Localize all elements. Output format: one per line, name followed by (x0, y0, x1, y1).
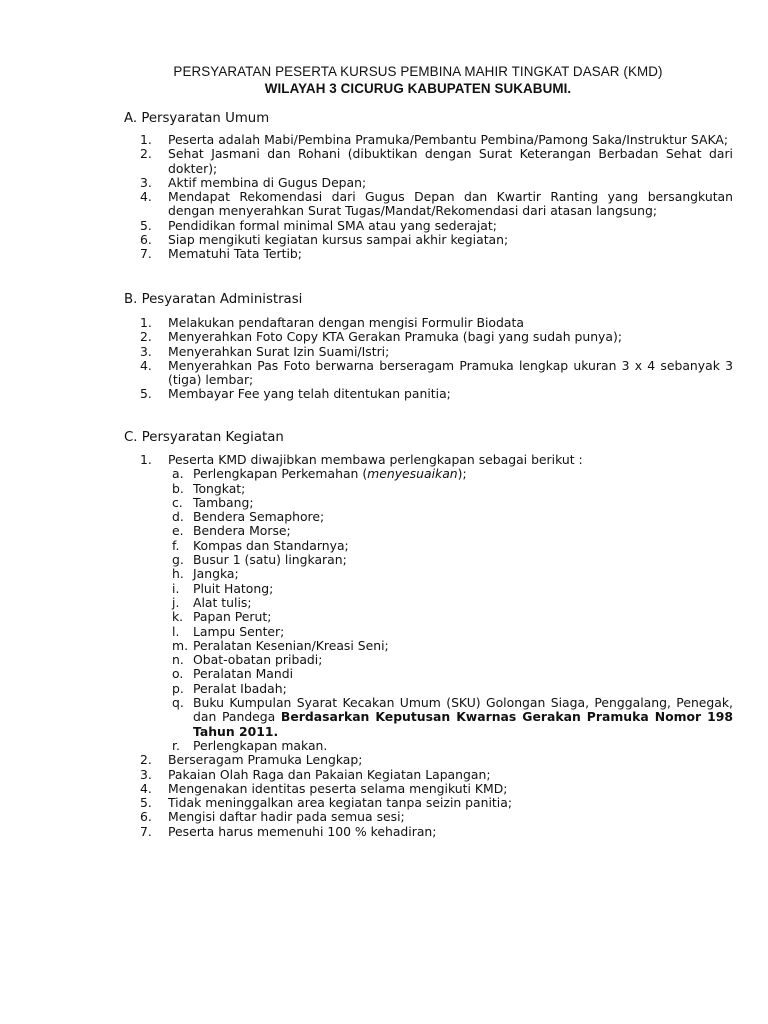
sublist-text: Peralatan Kesenian/Kreasi Seni; (193, 637, 389, 653)
list-item (140, 768, 733, 782)
list-number: 1. (140, 132, 152, 147)
sublist-item (168, 482, 733, 496)
section-b-heading: B. Pesyaratan Administrasi (124, 292, 303, 307)
sublist-text: Alat tulis; (193, 594, 252, 610)
list-text: Menyerahkan Surat Izin Suami/Istri; (168, 343, 390, 359)
sublist-item (168, 539, 733, 553)
sublist-text: Peralat Ibadah; (193, 680, 287, 696)
list-number: 5. (140, 217, 152, 233)
list-text: Siap mengikuti kegiatan kursus sampai akhir kegiatan; (168, 232, 509, 248)
sublist-text: Tongkat; (193, 480, 246, 496)
list-item (140, 316, 733, 330)
sublist-letter: a. (172, 466, 184, 482)
section-b-list (140, 316, 733, 402)
list-number: 3. (140, 343, 152, 359)
sublist-item (168, 553, 733, 567)
section-c-heading: C. Persyaratan Kegiatan (124, 430, 284, 445)
list-text: Melakukan pendaftaran dengan mengisi Formulir Biodata (168, 315, 524, 330)
list-item (140, 247, 733, 261)
list-text: Pendidikan formal minimal SMA atau yang sederajat; (168, 217, 497, 233)
sublist-letter: b. (172, 480, 184, 496)
list-number: 6. (140, 232, 152, 248)
sublist-text: Busur 1 (satu) lingkaran; (193, 552, 347, 568)
sublist-letter: l. (172, 623, 180, 639)
list-number: 4. (140, 780, 152, 796)
list-number: 1. (140, 315, 152, 330)
sublist-text: Obat-obatan pribadi; (193, 652, 323, 668)
sublist-letter: d. (172, 509, 184, 525)
sublist-text: Papan Perut; (193, 609, 272, 625)
list-item (140, 233, 733, 247)
sublist-letter: c. (172, 494, 183, 510)
list-number: 5. (140, 386, 152, 402)
sublist-text: Jangka; (193, 566, 239, 582)
sublist-letter: h. (172, 566, 184, 582)
list-text: Tidak meninggalkan area kegiatan tanpa seizin panitia; (168, 795, 513, 811)
sublist-item (168, 610, 733, 624)
list-item (140, 176, 733, 190)
sublist-item (168, 596, 733, 610)
list-number: 2. (140, 752, 152, 768)
list-number: 3. (140, 174, 152, 190)
sublist-text: Lampu Senter; (193, 623, 285, 639)
list-text: Mendapat Rekomendasi dari Gugus Depan dan Kwartir Ranting yang bersangkutan dengan menyerahkan Surat Tugas/Mandat/Rekomendasi dari atasan langsung; (168, 189, 733, 219)
sublist-item (168, 496, 733, 510)
sublist-letter: e. (172, 523, 184, 539)
list-text: Menyerahkan Pas Foto berwarna berseragam Pramuka lengkap ukuran 3 x 4 sebanyak 3 (tiga) lembar; (168, 357, 733, 388)
list-item (140, 387, 733, 401)
list-item (140, 359, 733, 388)
sublist-item (168, 467, 733, 481)
title-line-1: PERSYARATAN PESERTA KURSUS PEMBINA MAHIR TINGKAT DASAR (KMD) (173, 64, 663, 79)
sublist-text: Tambang; (193, 494, 254, 510)
list-number: 6. (140, 809, 152, 825)
sublist-letter: q. (172, 695, 184, 711)
list-text: Menyerahkan Foto Copy KTA Gerakan Pramuka (bagi yang sudah punya); (168, 329, 622, 345)
sublist-item (168, 667, 733, 681)
list-number: 7. (140, 246, 152, 262)
list-number: 5. (140, 795, 152, 811)
sublist-text: Pluit Hatong; (193, 580, 274, 596)
equipment-sublist (168, 467, 733, 753)
sublist-item (168, 739, 733, 753)
sublist-letter: i. (172, 580, 180, 596)
list-text: Sehat Jasmani dan Rohani (dibuktikan dengan Surat Keterangan Berbadan Sehat dari dokter); (168, 146, 733, 176)
list-number: 4. (140, 357, 152, 373)
list-item (140, 133, 733, 147)
list-item (140, 453, 733, 753)
sublist-item (168, 639, 733, 653)
sublist-text: Perlengkapan makan. (193, 737, 328, 753)
sublist-item (168, 582, 733, 596)
list-number: 2. (140, 146, 152, 162)
sublist-letter: f. (172, 537, 180, 553)
sublist-letter: g. (172, 552, 184, 568)
list-text: Peserta harus memenuhi 100 % kehadiran; (168, 823, 437, 839)
sublist-text (193, 696, 733, 739)
sublist-item (168, 625, 733, 639)
list-item (140, 782, 733, 796)
sublist-item (168, 524, 733, 538)
sublist-letter: p. (172, 680, 184, 696)
sublist-item (168, 696, 733, 739)
sublist-letter: k. (172, 609, 184, 625)
italic-note: menyesuaikan (367, 466, 458, 482)
list-text: Berseragam Pramuka Lengkap; (168, 752, 363, 768)
sublist-text-part: Buku Kumpulan Syarat Kecakan Umum (SKU) Golongan Siaga, Penggalang, Penegak, dan Pandega (193, 695, 733, 725)
section-a-heading: A. Persyaratan Umum (124, 111, 270, 126)
list-item (140, 330, 733, 344)
sublist-letter: n. (172, 652, 184, 668)
list-number: 4. (140, 189, 152, 205)
document-title (0, 63, 768, 97)
sublist-text: Peralatan Mandi (193, 666, 294, 682)
list-item (140, 219, 733, 233)
list-text: Mematuhi Tata Tertib; (168, 246, 302, 262)
sublist-item (168, 653, 733, 667)
sublist-letter: m. (172, 637, 189, 653)
sublist-text (193, 467, 733, 481)
list-text: Mengenakan identitas peserta selama mengikuti KMD; (168, 780, 508, 796)
list-number: 7. (140, 823, 152, 839)
list-item (140, 190, 733, 219)
list-item (140, 796, 733, 810)
section-c-list (140, 453, 733, 839)
sublist-text: Bendera Morse; (193, 523, 291, 539)
list-number: 3. (140, 766, 152, 782)
list-text: Peserta adalah Mabi/Pembina Pramuka/Pembantu Pembina/Pamong Saka/Instruktur SAKA; (168, 132, 729, 147)
list-item (140, 147, 733, 176)
sublist-text: Bendera Semaphore; (193, 509, 325, 525)
list-text: Aktif membina di Gugus Depan; (168, 174, 367, 190)
list-number: 1. (140, 452, 152, 467)
sublist-text: Kompas dan Standarnya; (193, 537, 349, 553)
section-a-list (140, 133, 733, 262)
sublist-letter: r. (172, 737, 180, 753)
list-item (140, 753, 733, 767)
title-line-2: WILAYAH 3 CICURUG KABUPATEN SUKABUMI. (264, 81, 572, 96)
list-text: Membayar Fee yang telah ditentukan panitia; (168, 386, 451, 402)
sublist-item (168, 682, 733, 696)
sublist-letter: o. (172, 666, 184, 682)
list-text: Peserta KMD diwajibkan membawa perlengkapan sebagai berikut : (168, 452, 583, 467)
bold-reference: Berdasarkan Keputusan Kwarnas Gerakan Pramuka Nomor 198 Tahun 2011. (193, 709, 733, 739)
list-number: 2. (140, 329, 152, 345)
sublist-letter: j. (172, 594, 180, 610)
list-text: Mengisi daftar hadir pada semua sesi; (168, 809, 405, 825)
list-item (140, 825, 733, 839)
sublist-text-part: Perlengkapan Perkemahan ( (193, 466, 368, 482)
list-item (140, 345, 733, 359)
sublist-text-part: ); (457, 466, 467, 482)
list-text: Pakaian Olah Raga dan Pakaian Kegiatan Lapangan; (168, 766, 491, 782)
sublist-item (168, 510, 733, 524)
list-item (140, 810, 733, 824)
sublist-item (168, 567, 733, 581)
